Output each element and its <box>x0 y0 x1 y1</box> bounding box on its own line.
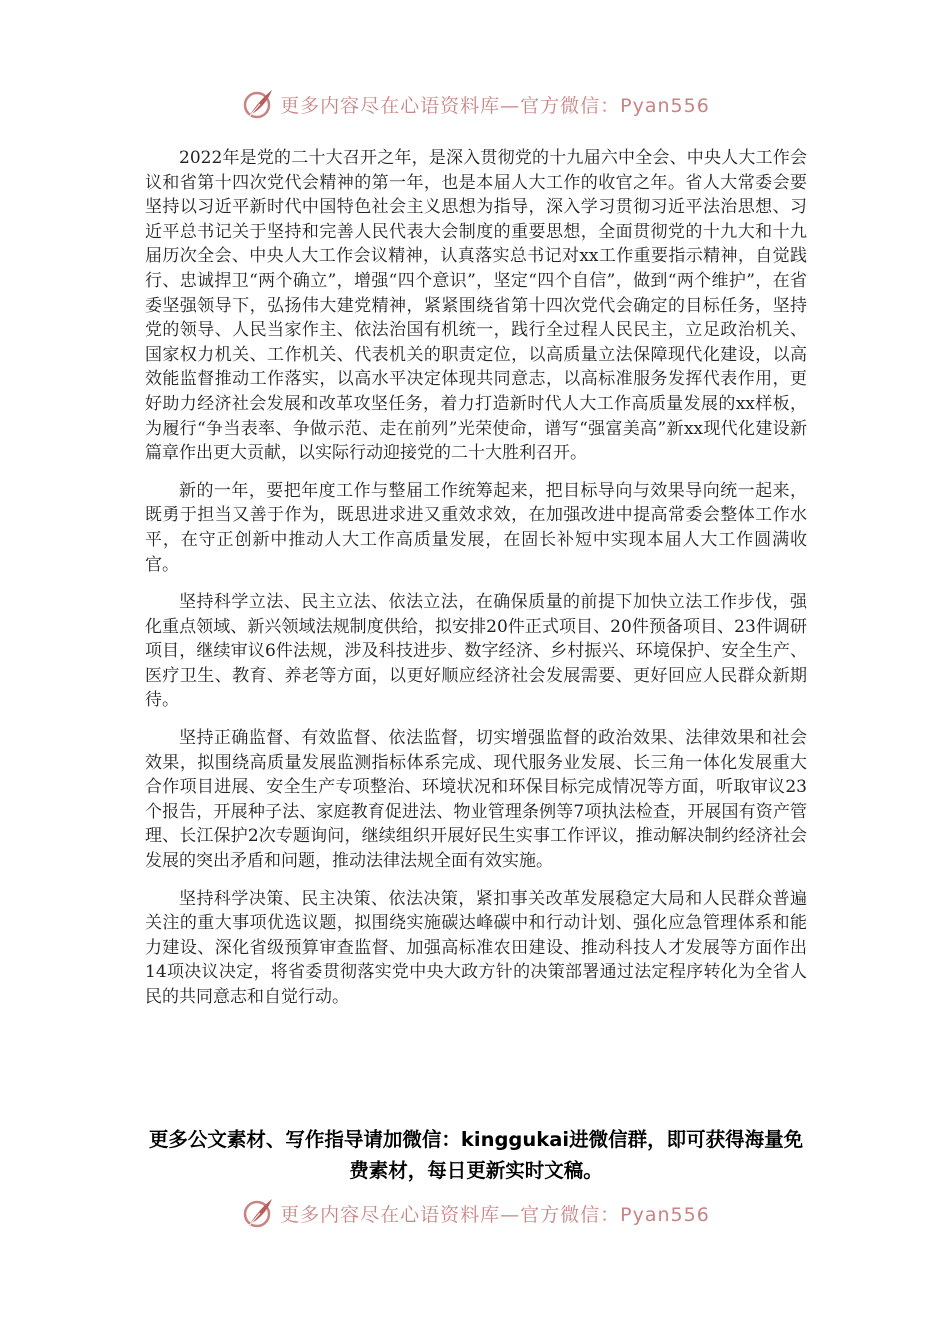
footer-watermark <box>0 1193 950 1233</box>
feather-pen-logo-icon <box>240 86 276 122</box>
feather-pen-logo-icon <box>240 1195 276 1231</box>
paragraph-2: 新的一年，要把年度工作与整届工作统筹起来，把目标导向与效果导向统一起来，既勇于担当又善于作为，既思进求进又重效求效，在加强改进中提高常委会整体工作水平，在守正创新中推动人大工作高质量发展，在固长补短中实现本届人大工作圆满收官。 <box>145 480 807 575</box>
header-watermark <box>0 84 950 124</box>
paragraph-5: 坚持科学决策、民主决策、依法决策，紧扣事关改革发展稳定大局和人民群众普遍关注的重大事项优选议题，拟围绕实施碳达峰碳中和行动计划、强化应急管理体系和能力建设、深化省级预算审查监督、加强高标准农田建设、推动科技人才发展等方面作出14项决议决定，将省委贯彻落实党中央大政方针的决策部署通过法定程序转化为全省人民的共同意志和自觉行动。 <box>145 888 807 1007</box>
paragraph-4: 坚持正确监督、有效监督、依法监督，切实增强监督的政治效果、法律效果和社会效果，拟围绕高质量发展监测指标体系完成、现代服务业发展、长三角一体化发展重大合作项目进展、安全生产专项整治、环境状况和环保目标完成情况等方面，听取审议23个报告，开展种子法、家庭教育促进法、物业管理条例等7项执法检查，开展国有资产管理、长江保护2次专题询问，继续组织开展好民生实事工作评议，推动解决制约经济社会发展的突出矛盾和问题，推动法律法规全面有效实施。 <box>145 728 807 872</box>
paragraph-3: 坚持科学立法、民主立法、依法立法，在确保质量的前提下加快立法工作步伐，强化重点领域、新兴领域法规制度供给，拟安排20件正式项目、20件预备项目、23件调研项目，继续审议6件法规，涉及科技进步、数字经济、乡村振兴、环境保护、安全生产、医疗卫生、教育、养老等方面，以更好顺应经济社会发展需要、更好回应人民群众新期待。 <box>145 592 807 711</box>
watermark-text: 更多内容尽在心语资料库—官方微信：Pyan556 <box>280 1203 710 1226</box>
document-body <box>145 146 807 1023</box>
watermark-text: 更多内容尽在心语资料库—官方微信：Pyan556 <box>280 94 710 117</box>
paragraph-1: 2022年是党的二十大召开之年，是深入贯彻党的十九届六中全会、中央人大工作会议和省第十四次党代会精神的第一年，也是本届人大工作的收官之年。省人大常委会要坚持以习近平新时代中国特色社会主义思想为指导，深入学习贯彻习近平法治思想、习近平总书记关于坚持和完善人民代表大会制度的重要思想，全面贯彻党的十九大和十九届历次全会、中央人大工作会议精神，认真落实总书记对xx工作重要指示精神，自觉践行、忠诚捍卫“两个确立”，增强“四个意识”，坚定“四个自信”，做到“两个维护”，在省委坚强领导下，弘扬伟大建党精神，紧紧围绕省第十四次党代会确定的目标任务，坚持党的领导、人民当家作主、依法治国有机统一，践行全过程人民民主，立足政治机关、国家权力机关、工作机关、代表机关的职责定位，以高质量立法保障现代化建设，以高效能监督推动工作落实，以高水平决定体现共同意志，以高标准服务发挥代表作用，更好助力经济社会发展和改革攻坚任务，着力打造新时代人大工作高质量发展的xx样板，为履行“争当表率、争做示范、走在前列”光荣使命，谱写“强富美高”新xx现代化建设新篇章作出更大贡献，以实际行动迎接党的二十大胜利召开。 <box>145 148 807 464</box>
promo-note: 更多公文素材、写作指导请加微信：kinggukai进微信群，即可获得海量免费素材，每日更新实时文稿。 <box>148 1128 804 1182</box>
